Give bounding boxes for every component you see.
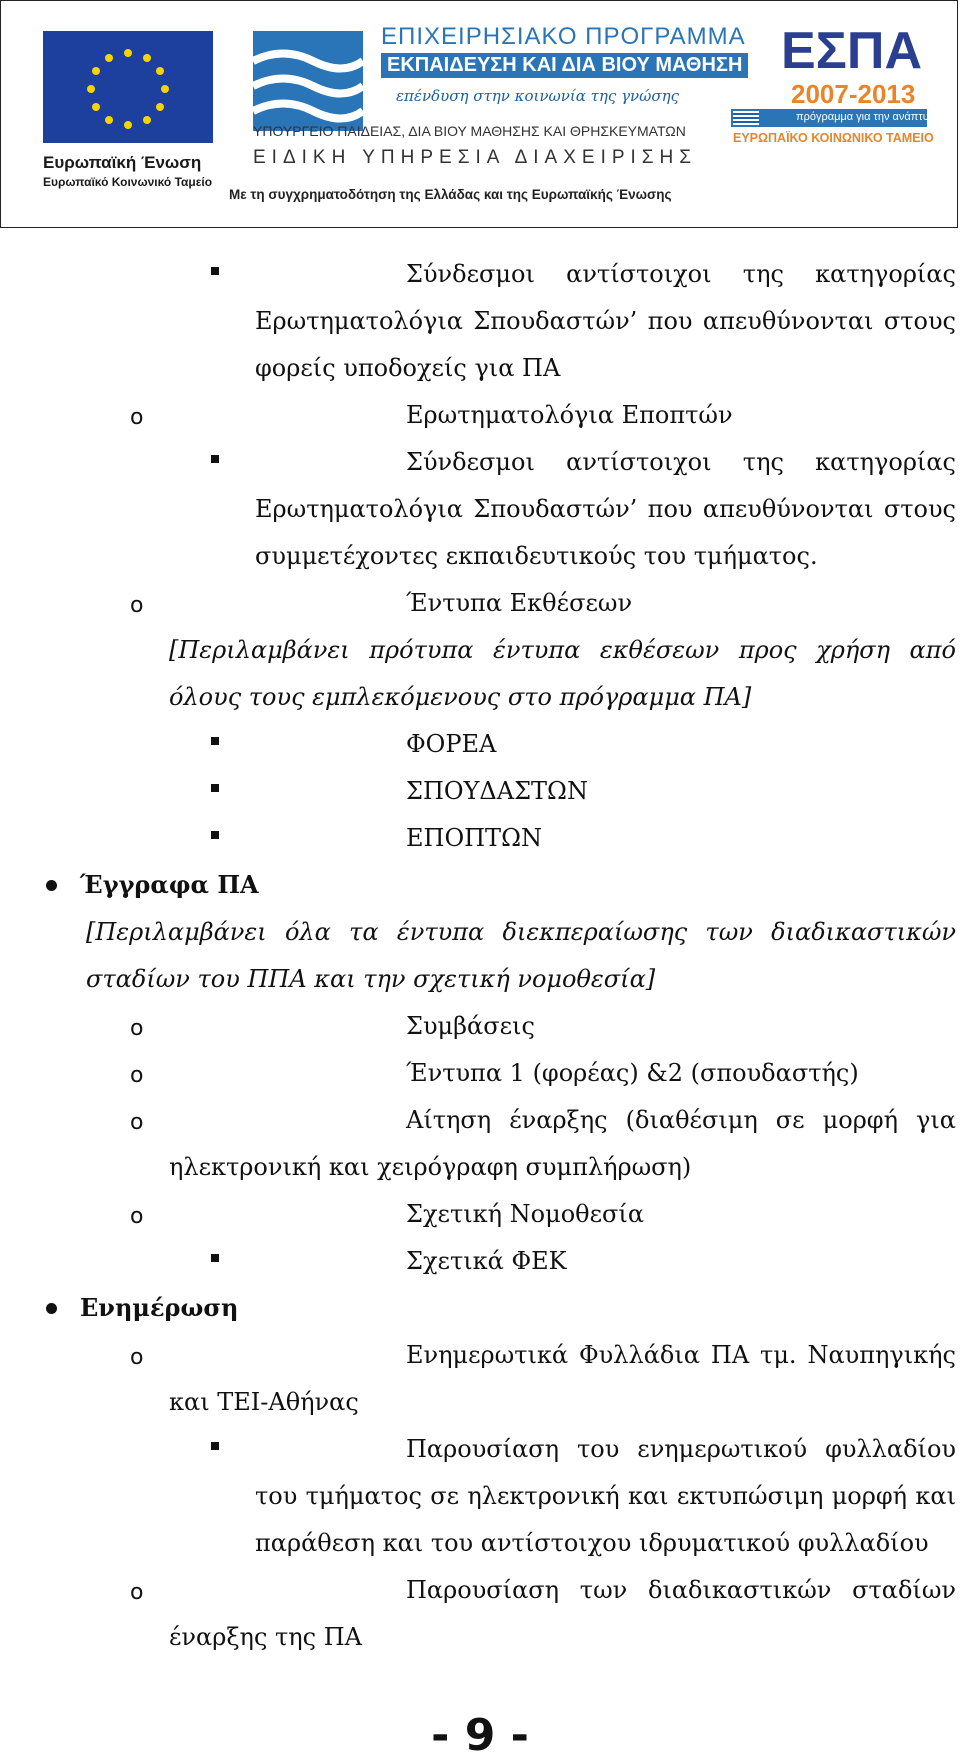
circle-bullet-icon: o [130,1580,144,1605]
square-bullet-icon [211,267,219,275]
body-line: Ερωτηματολόγια Εποπτών [406,401,733,429]
body-line: και ΤΕΙ-Αθήνας [169,1388,359,1416]
body-line: [Περιλαμβάνει πρότυπα έντυπα εκθέσεων προς χρήση από [169,636,956,664]
program-subtitle: ΕΚΠΑΙΔΕΥΣΗ ΚΑΙ ΔΙΑ ΒΙΟΥ ΜΑΘΗΣΗ [381,53,748,78]
body-line: του τμήματος σε ηλεκτρονική και εκτυπώσιμη μορφή και [255,1482,956,1510]
greek-flag-icon [733,111,759,125]
circle-bullet-icon: o [130,1204,144,1229]
round-bullet-icon [46,1303,57,1314]
body-line: Ενημερωτικά Φυλλάδια ΠΑ τμ. Ναυπηγικής [406,1341,956,1369]
body-line: σταδίων του ΠΠΑ και την σχετική νομοθεσία] [86,965,656,993]
section-heading: Ενημέρωση [80,1293,239,1322]
eu-sublabel: Ευρωπαϊκό Κοινωνικό Ταμείο [43,175,213,189]
espa-fund-label: ΕΥΡΩΠΑΪΚΟ ΚΟΙΝΩΝΙΚΟ ΤΑΜΕΙΟ [733,131,934,145]
body-line: Παρουσίαση του ενημερωτικού φυλλαδίου [406,1435,956,1463]
body-line: Σχετική Νομοθεσία [406,1200,645,1228]
body-line: συμμετέχοντες εκπαιδευτικούς του τμήματος. [255,542,818,570]
body-line: ηλεκτρονική και χειρόγραφη συμπλήρωση) [169,1153,692,1181]
square-bullet-icon [211,737,219,745]
square-bullet-icon [211,1442,219,1450]
cofund-label: Με τη συγχρηματοδότηση της Ελλάδας και της Ευρωπαϊκής Ένωσης [229,187,672,202]
circle-bullet-icon: o [130,593,144,618]
page-number: - 9 - [431,1710,529,1761]
eu-stars-icon [43,31,213,143]
espa-years: 2007-2013 [791,79,916,109]
body-line: Παρουσίαση των διαδικαστικών σταδίων [406,1576,956,1604]
round-bullet-icon [46,880,57,891]
program-tagline: επένδυση στην κοινωνία της γνώσης [396,87,680,105]
body-line: ΦΟΡΕΑ [406,730,497,758]
body-line: ΕΠΟΠΤΩΝ [406,824,542,852]
body-line: έναρξης της ΠΑ [169,1623,362,1651]
square-bullet-icon [211,455,219,463]
body-line: ΣΠΟΥΔΑΣΤΩΝ [406,777,588,805]
body-line: Σχετικά ΦΕΚ [406,1247,567,1275]
espa-logo-text: ΕΣΠΑ [781,22,922,80]
program-title: ΕΠΙΧΕΙΡΗΣΙΑΚΟ ΠΡΟΓΡΑΜΜΑ [381,23,746,50]
square-bullet-icon [211,831,219,839]
body-line: Σύνδεσμοι αντίστοιχοι της κατηγορίας [406,448,956,476]
section-heading: Έγγραφα ΠΑ [80,870,259,899]
header-banner [0,0,958,228]
body-line: Αίτηση έναρξης (διαθέσιμη σε μορφή για [406,1106,956,1134]
circle-bullet-icon: o [130,1345,144,1370]
espa-strip-text: πρόγραμμα για την ανάπτυξη [796,111,940,123]
circle-bullet-icon: o [130,1110,144,1135]
ministry-label: ΥΠΟΥΡΓΕΙΟ ΠΑΙΔΕΙΑΣ, ΔΙΑ ΒΙΟΥ ΜΑΘΗΣΗΣ ΚΑΙ ΘΡΗΣΚΕΥΜΑΤΩΝ [253,123,686,139]
body-line: φορείς υποδοχείς για ΠΑ [255,354,561,382]
body-line: παράθεση και του αντίστοιχου ιδρυματικού φυλλαδίου [255,1529,929,1557]
eu-flag-logo [43,31,213,143]
body-line: Ερωτηματολόγια Σπουδαστών’ που απευθύνονται στους [255,307,956,335]
circle-bullet-icon: o [130,1063,144,1088]
eu-label: Ευρωπαϊκή Ένωση [43,153,202,172]
body-line: [Περιλαμβάνει όλα τα έντυπα διεκπεραίωσης των διαδικαστικών [86,918,956,946]
body-line: Σύνδεσμοι αντίστοιχοι της κατηγορίας [406,260,956,288]
circle-bullet-icon: o [130,1016,144,1041]
service-label: ΕΙΔΙΚΗ ΥΠΗΡΕΣΙΑ ΔΙΑΧΕΙΡΙΣΗΣ [253,147,698,168]
body-line: Έντυπα 1 (φορέας) &2 (σπουδαστής) [406,1059,859,1087]
body-line: Έντυπα Εκθέσεων [406,589,633,617]
square-bullet-icon [211,784,219,792]
circle-bullet-icon: o [130,405,144,430]
body-line: Συμβάσεις [406,1012,535,1040]
body-line: Ερωτηματολόγια Σπουδαστών’ που απευθύνονται στους [255,495,956,523]
body-line: όλους τους εμπλεκόμενους στο πρόγραμμα ΠΑ] [169,683,752,711]
square-bullet-icon [211,1254,219,1262]
program-waves-logo [253,31,363,131]
